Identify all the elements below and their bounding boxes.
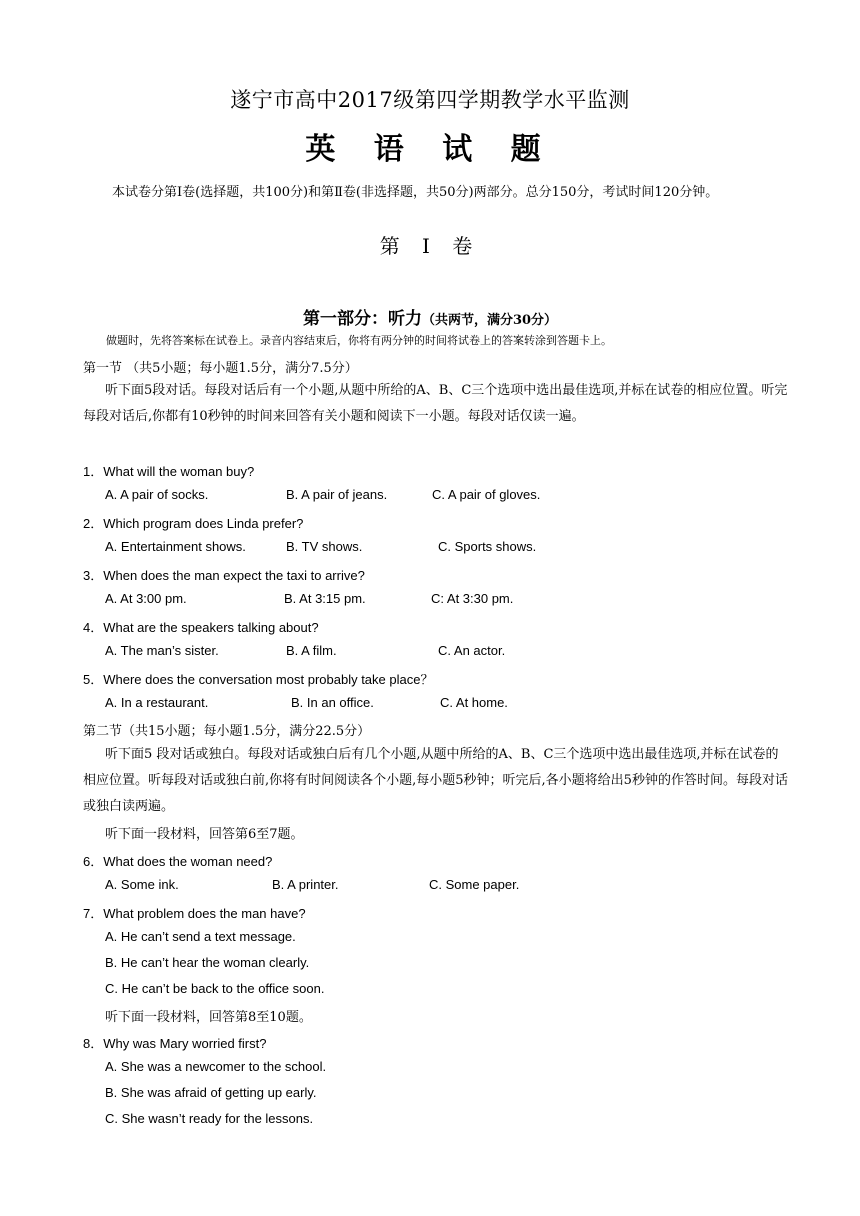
q3-option-a: A. At 3:00 pm. bbox=[105, 591, 187, 606]
q7-option-c: C. He can’t be back to the office soon. bbox=[105, 981, 325, 996]
q6-option-a: A. Some ink. bbox=[105, 877, 179, 892]
q5-option-a: A. In a restaurant. bbox=[105, 695, 209, 710]
subject-title: 英 语 试 题 bbox=[305, 132, 555, 167]
q3-option-b: B. At 3:15 pm. bbox=[284, 591, 366, 606]
q6-option-b: B. A printer. bbox=[272, 877, 339, 892]
part1-instruction: 做题时，先将答案标在试卷上。录音内容结束后，你将有两分钟的时间将试卷上的答案转涂到答题卡上。 bbox=[106, 334, 612, 347]
part1-title: 第一部分：听力 bbox=[302, 309, 422, 329]
question-1: 1．What will the woman buy? bbox=[83, 464, 255, 479]
part1-heading bbox=[0, 304, 860, 329]
section1-heading: 第一节 （共5小题；每小题1.5分，满分7.5分） bbox=[83, 361, 358, 376]
material-8-10-note: 听下面一段材料，回答第8至10题。 bbox=[105, 1010, 312, 1025]
q5-option-c: C. At home. bbox=[440, 695, 508, 710]
question-7: 7．What problem does the man have? bbox=[83, 906, 306, 921]
question-8: 8．Why was Mary worried first? bbox=[83, 1036, 267, 1051]
volume-heading: 第 Ⅰ 卷 bbox=[379, 234, 481, 258]
q8-option-b: B. She was afraid of getting up early. bbox=[105, 1085, 317, 1100]
question-5: 5．Where does the conversation most probably take place？ bbox=[83, 672, 434, 687]
q2-option-b: B. TV shows. bbox=[286, 539, 363, 554]
part1-title-note: （共两节，满分30分） bbox=[421, 313, 558, 328]
q8-option-a: A. She was a newcomer to the school. bbox=[105, 1059, 327, 1074]
question-6: 6．What does the woman need? bbox=[83, 854, 273, 869]
q7-option-a: A. He can’t send a text message. bbox=[105, 929, 296, 944]
q5-option-b: B. In an office. bbox=[291, 695, 374, 710]
q2-option-c: C. Sports shows. bbox=[438, 539, 537, 554]
q6-option-c: C. Some paper. bbox=[429, 877, 520, 892]
q4-option-a: A. The man’s sister. bbox=[105, 643, 219, 658]
q1-option-b: B. A pair of jeans. bbox=[286, 487, 388, 502]
section2-heading: 第二节（共15小题；每小题1.5分，满分22.5分） bbox=[83, 724, 371, 739]
q1-option-c: C. A pair of gloves. bbox=[432, 487, 541, 502]
q7-option-b: B. He can’t hear the woman clearly. bbox=[105, 955, 310, 970]
material-6-7-note: 听下面一段材料，回答第6至7题。 bbox=[105, 827, 304, 842]
q2-option-a: A. Entertainment shows. bbox=[105, 539, 246, 554]
q4-option-b: B. A film. bbox=[286, 643, 337, 658]
question-2: 2．Which program does Linda prefer? bbox=[83, 516, 304, 531]
question-4: 4．What are the speakers talking about? bbox=[83, 620, 319, 635]
q3-option-c: C: At 3:30 pm. bbox=[431, 591, 514, 606]
q1-option-a: A. A pair of socks. bbox=[105, 487, 209, 502]
exam-title: 遂宁市高中2017级第四学期教学水平监测 bbox=[230, 88, 630, 112]
section1-directions: 听下面5段对话。每段对话后有一个小题,从题中所给的A、B、C三个选项中选出最佳选项,并标在试卷的相应位置。听完每段对话后,你都有10秒钟的时间来回答有关小题和阅读下一小题。每段对话仅读一遍。 bbox=[83, 383, 788, 424]
q8-option-c: C. She wasn’t ready for the lessons. bbox=[105, 1111, 314, 1126]
exam-intro: 本试卷分第Ⅰ卷(选择题，共100分)和第Ⅱ卷(非选择题，共50分)两部分。总分150分，考试时间120分钟。 bbox=[112, 185, 719, 200]
section2-directions: 听下面5 段对话或独白。每段对话或独白后有几个小题,从题中所给的A、B、C三个选项中选出最佳选项,并标在试卷的相应位置。听每段对话或独白前,你将有时间阅读各个小题,每小题5秒钟；听完后,各小题将给出5秒钟的作答时间。每段对话或独白读两遍。 bbox=[83, 747, 788, 814]
q4-option-c: C. An actor. bbox=[438, 643, 506, 658]
question-3: 3．When does the man expect the taxi to arrive? bbox=[83, 568, 365, 583]
